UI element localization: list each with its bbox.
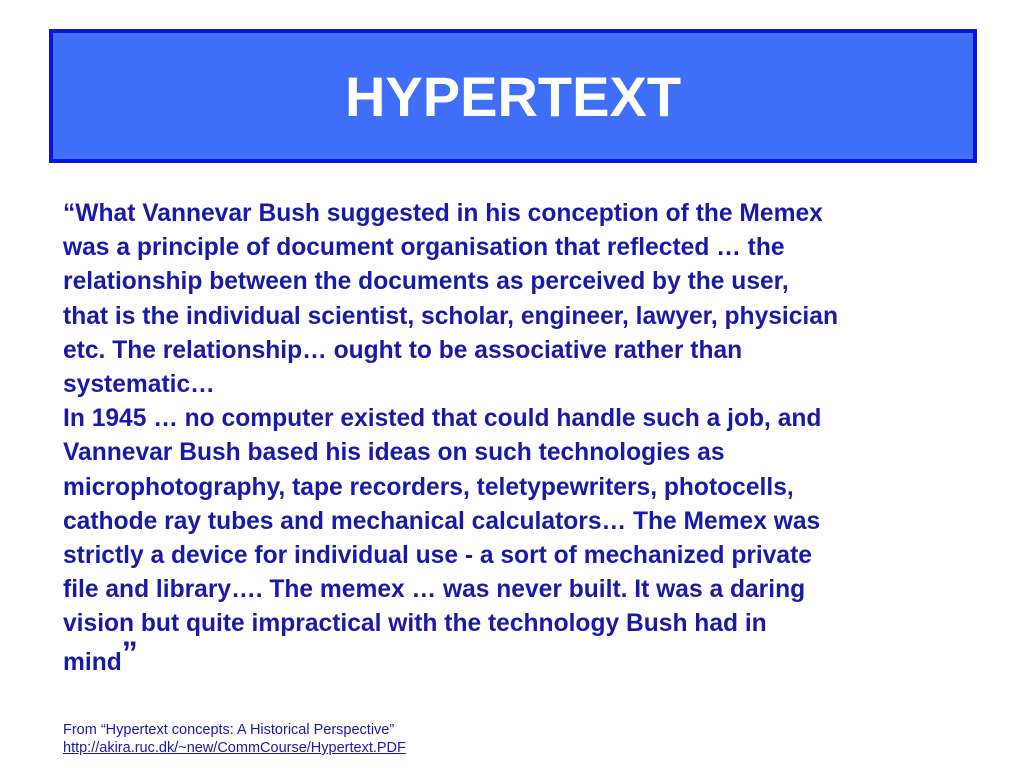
quote-line: “What Vannevar Bush suggested in his conception of the Memex	[63, 200, 823, 227]
citation-text: From “Hypertext concepts: A Historical Perspective”	[63, 722, 395, 738]
quote-block	[63, 197, 983, 680]
quote-line: Vannevar Bush based his ideas on such technologies as	[63, 439, 725, 467]
quote-line: In 1945 … no computer existed that could handle such a job, and	[63, 405, 822, 433]
quote-last-word: mind	[63, 648, 122, 676]
quote-line: relationship between the documents as perceived by the user,	[63, 268, 789, 296]
quote-line: systematic…	[63, 371, 215, 399]
closing-quote-mark: ”	[121, 634, 138, 671]
source-link[interactable]: http://akira.ruc.dk/~new/CommCourse/Hypertext.PDF	[63, 740, 406, 756]
quote-line: strictly a device for individual use - a sort of mechanized private	[63, 542, 812, 570]
quote-line: file and library…. The memex … was never built. It was a daring	[63, 576, 806, 604]
source-citation	[63, 721, 406, 757]
quote-line: that is the individual scientist, scholar, engineer, lawyer, physician	[63, 302, 838, 330]
slide-title: HYPERTEXT	[344, 64, 682, 128]
quote-line: cathode ray tubes and mechanical calculators… The Memex was	[63, 507, 821, 535]
title-banner	[49, 29, 977, 163]
quote-line: microphotography, tape recorders, teletypewriters, photocells,	[63, 473, 794, 501]
quote-line: vision but quite impractical with the technology Bush had in	[63, 610, 767, 638]
quote-last-line	[63, 634, 983, 680]
quote-line: was a principle of document organisation that reflected … the	[63, 234, 785, 262]
quote-line: etc. The relationship… ought to be associative rather than	[63, 336, 743, 364]
